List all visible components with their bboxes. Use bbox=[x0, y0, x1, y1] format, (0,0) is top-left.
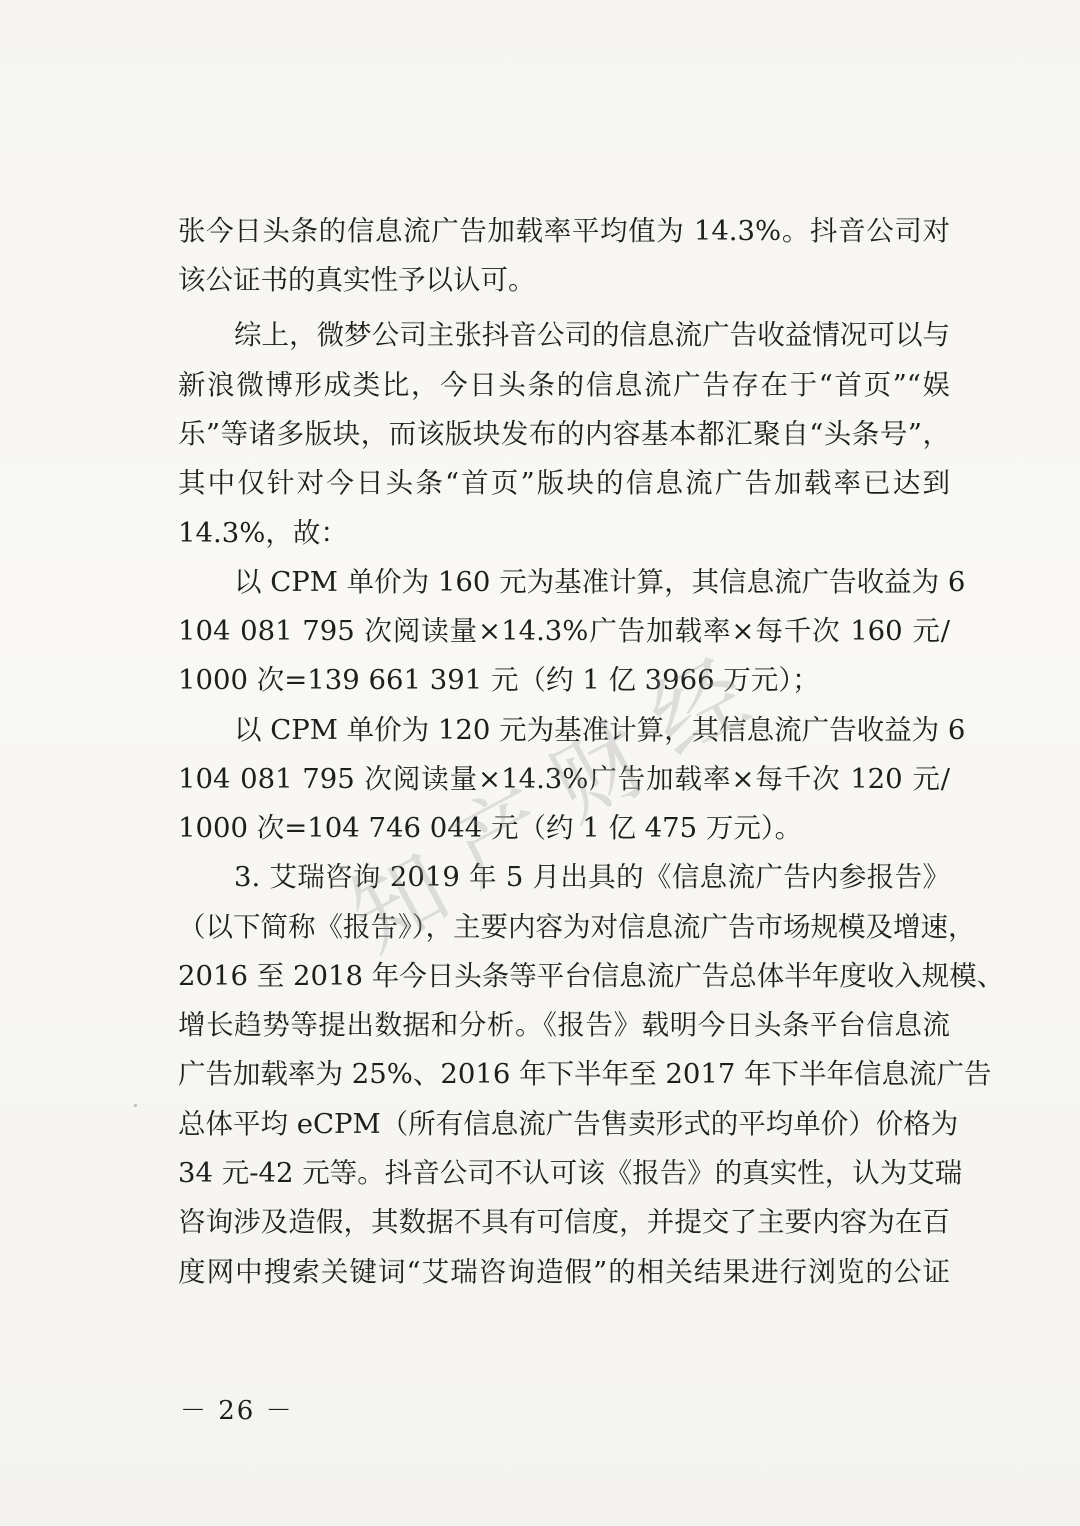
text-line: 104 081 795 次阅读量×14.3%广告加载率×每千次 160 元/ bbox=[178, 615, 950, 647]
text-line: 新浪微博形成类比，今日头条的信息流广告存在于“首页”“娱 bbox=[178, 369, 950, 401]
text-line: 咨询涉及造假，其数据不具有可信度，并提交了主要内容为在百 bbox=[178, 1206, 950, 1238]
text-line: 张今日头条的信息流广告加载率平均值为 14.3%。抖音公司对 bbox=[178, 215, 950, 247]
paragraph-start-line: 综上，微梦公司主张抖音公司的信息流广告收益情况可以与 bbox=[234, 319, 950, 351]
text-line: 度网中搜索关键词“艾瑞咨询造假”的相关结果进行浏览的公证 bbox=[178, 1256, 950, 1288]
text-line: 总体平均 eCPM（所有信息流广告售卖形式的平均单价）价格为 bbox=[178, 1108, 959, 1140]
text-line: 2016 至 2018 年今日头条等平台信息流广告总体半年度收入规模、 bbox=[178, 960, 1005, 992]
watermark-glyph: 产 bbox=[433, 768, 566, 907]
paragraph-start-line: 以 CPM 单价为 120 元为基准计算，其信息流广告收益为 6 bbox=[234, 714, 966, 746]
text-line: 其中仅针对今日头条“首页”版块的信息流广告加载率已达到 bbox=[178, 467, 950, 499]
text-line: 1000 次=139 661 391 元（约 1 亿 3966 万元）； bbox=[178, 664, 820, 696]
text-line: 乐”等诸多版块，而该版块发布的内容基本都汇聚自“头条号”， bbox=[178, 418, 950, 450]
watermark-glyph: 经 bbox=[633, 638, 766, 777]
text-line: 1000 次=104 746 044 元（约 1 亿 475 万元）。 bbox=[178, 812, 803, 844]
paragraph-start-line: 3. 艾瑞咨询 2019 年 5 月出具的《信息流广告内参报告》 bbox=[234, 861, 950, 893]
page-number: － 26 － bbox=[180, 1396, 294, 1426]
watermark-glyph: 知 bbox=[333, 833, 466, 972]
watermark-glyph: 财 bbox=[533, 703, 666, 842]
text-line: 增长趋势等提出数据和分析。《报告》载明今日头条平台信息流 bbox=[178, 1009, 950, 1041]
text-line: 14.3%，故： bbox=[178, 517, 348, 549]
scan-speck bbox=[134, 1104, 137, 1107]
text-line: 104 081 795 次阅读量×14.3%广告加载率×每千次 120 元/ bbox=[178, 763, 950, 795]
text-line: （以下简称《报告》），主要内容为对信息流广告市场规模及增速， bbox=[178, 911, 976, 943]
paragraph-start-line: 以 CPM 单价为 160 元为基准计算，其信息流广告收益为 6 bbox=[234, 566, 966, 598]
text-line: 广告加载率为 25%、2016 年下半年至 2017 年下半年信息流广告 bbox=[178, 1058, 992, 1090]
text-line: 该公证书的真实性予以认可。 bbox=[178, 264, 536, 296]
text-line: 34 元-42 元等。抖音公司不认可该《报告》的真实性，认为艾瑞 bbox=[178, 1157, 963, 1189]
